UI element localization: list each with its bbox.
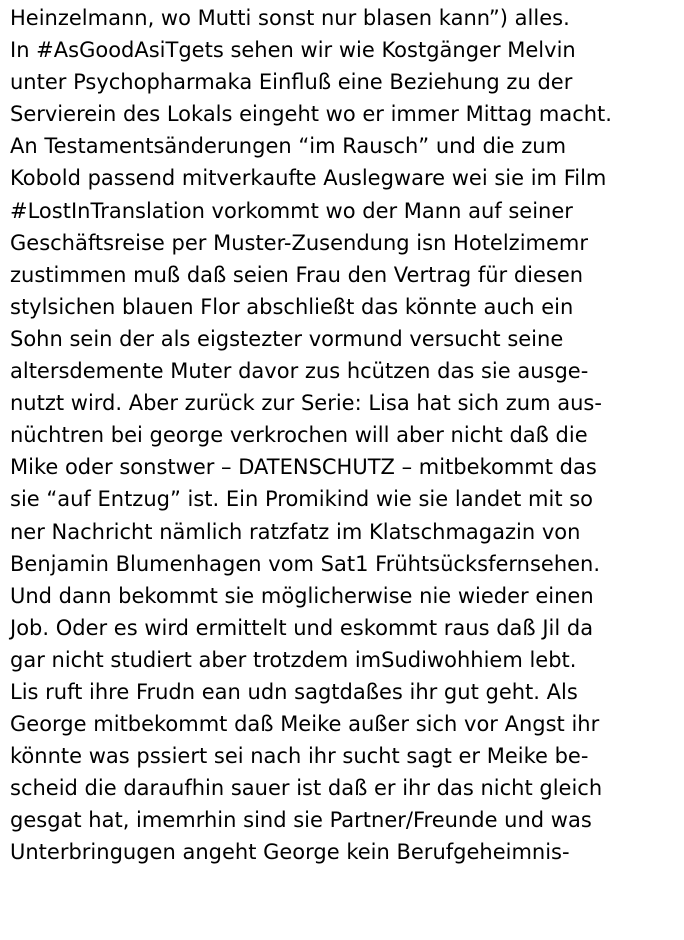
text-line: Sohn sein der als eigstezter vormund versucht seine: [10, 326, 564, 351]
text-line: gar nicht studiert aber trotzdem imSudiwohhiem lebt.: [10, 647, 577, 672]
text-line: Und dann bekommt sie möglicherwise nie wieder einen: [10, 583, 594, 608]
text-line: gesgat hat, imemrhin sind sie Partner/Freunde und was: [10, 808, 592, 833]
text-line: Heinzelmann, wo Mutti sonst nur blasen kann”) alles.: [10, 6, 570, 30]
text-line: Geschäftsreise per Muster-Zusendung isn Hotelzimemr: [10, 230, 589, 255]
text-line: sie “auf Entzug” ist. Ein Promikind wie sie landet mit so: [10, 487, 594, 512]
text-line: unter Psychopharmaka Einfluß eine Beziehung zu der: [10, 70, 573, 95]
text-line: George mitbekommt daß Meike außer sich vor Angst ihr: [10, 712, 600, 737]
text-line: nutzt wird. Aber zurück zur Serie: Lisa hat sich zum aus-: [10, 391, 602, 416]
text-line: nüchtren bei george verkrochen will aber nicht daß die: [10, 423, 588, 448]
body-text: [10, 2, 680, 869]
text-line: Benjamin Blumenhagen vom Sat1 Frühtsücksfernsehen.: [10, 551, 601, 576]
text-line: #LostInTranslation vorkommt wo der Mann auf seiner: [10, 198, 573, 223]
text-line: An Testamentsänderungen “im Rausch” und die zum: [10, 134, 567, 159]
text-line: Mike oder sonstwer – DATENSCHUTZ – mitbekommt das: [10, 455, 597, 480]
text-line: zustimmen muß daß seien Frau den Vertrag für diesen: [10, 262, 584, 287]
text-line: könnte was pssiert sei nach ihr sucht sagt er Meike be-: [10, 744, 589, 769]
text-line: Servierein des Lokals eingeht wo er immer Mittag macht.: [10, 102, 612, 127]
text-line: In #AsGoodAsiTgets sehen wir wie Kostgänger Melvin: [10, 38, 576, 63]
text-line: Job. Oder es wird ermittelt und eskommt raus daß Jil da: [10, 615, 594, 640]
text-line: Unterbringugen angeht George kein Berufgeheimnis-: [10, 840, 570, 865]
text-line: altersdemente Muter davor zus hcützen das sie ausge-: [10, 359, 589, 384]
text-line: Lis ruft ihre Frudn ean udn sagtdaßes ihr gut geht. Als: [10, 679, 578, 704]
text-line: ner Nachricht nämlich ratzfatz im Klatschmagazin von: [10, 519, 581, 544]
text-line: stylsichen blauen Flor abschließt das könnte auch ein: [10, 294, 574, 319]
text-line: scheid die daraufhin sauer ist daß er ihr das nicht gleich: [10, 776, 603, 801]
text-line: Kobold passend mitverkaufte Auslegware wei sie im Film: [10, 166, 607, 191]
